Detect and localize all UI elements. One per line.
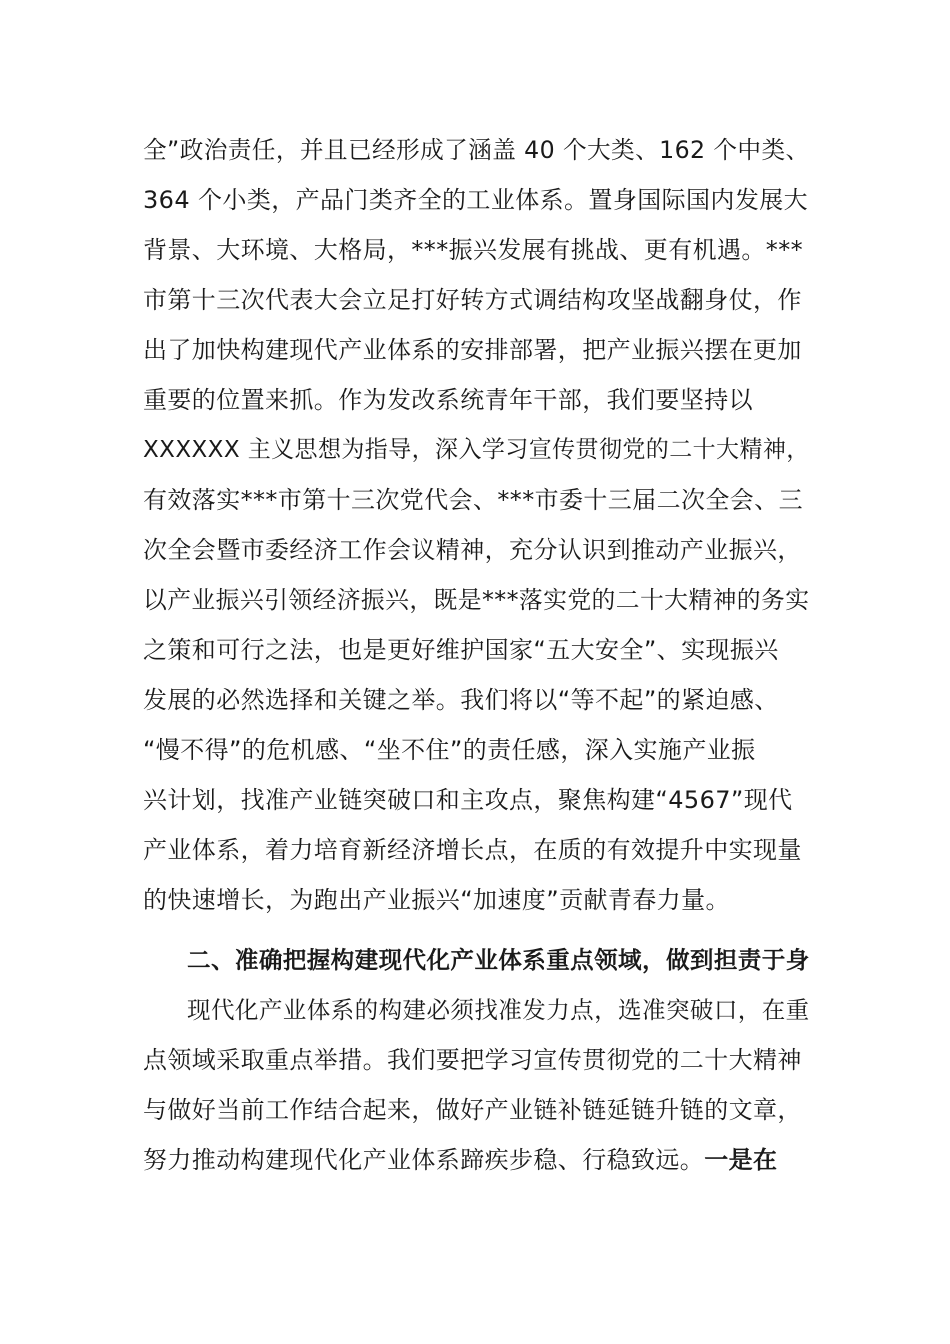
paragraph-line: 现代化产业体系的构建必须找准发力点，选准突破口，在重 — [187, 996, 810, 1024]
paragraph-line: 产业体系，着力培育新经济增长点，在质的有效提升中实现量 — [143, 836, 802, 864]
paragraph-text: 努力推动构建现代化产业体系蹄疾步稳、行稳致远。 — [143, 1146, 705, 1174]
bold-lead-text: 一是在 — [704, 1146, 778, 1174]
paragraph-line: “慢不得”的危机感、“坐不住”的责任感，深入实施产业振 — [143, 736, 756, 764]
paragraph-line: 次全会暨市委经济工作会议精神，充分认识到推动产业振兴， — [143, 536, 802, 564]
paragraph-1 — [143, 125, 813, 925]
paragraph-2 — [143, 985, 813, 1185]
paragraph-line: 点领域采取重点举措。我们要把学习宣传贯彻党的二十大精神 — [143, 1046, 802, 1074]
section-heading: 二、准确把握构建现代化产业体系重点领域，做到担责于身 — [187, 946, 810, 974]
paragraph-line: 兴计划，找准产业链突破口和主攻点，聚焦构建“4567”现代 — [143, 786, 793, 814]
document-body — [143, 125, 813, 1185]
paragraph-line: 以产业振兴引领经济振兴，既是***落实党的二十大精神的务实 — [143, 586, 810, 614]
paragraph-line: 364 个小类，产品门类齐全的工业体系。置身国际国内发展大 — [143, 186, 809, 214]
paragraph-line: 的快速增长，为跑出产业振兴“加速度”贡献青春力量。 — [143, 886, 730, 914]
paragraph-line: XXXXXX 主义思想为指导，深入学习宣传贯彻党的二十大精神， — [143, 437, 810, 463]
paragraph-line: 全”政治责任，并且已经形成了涵盖 40 个大类、162 个中类、 — [143, 136, 810, 164]
paragraph-line: 重要的位置来抓。作为发改系统青年干部，我们要坚持以 — [143, 386, 753, 414]
paragraph-line: 背景、大环境、大格局，***振兴发展有挑战、更有机遇。*** — [143, 236, 803, 264]
paragraph-line: 市第十三次代表大会立足打好转方式调结构攻坚战翻身仗，作 — [143, 286, 802, 314]
paragraph-line: 发展的必然选择和关键之举。我们将以“等不起”的紧迫感、 — [143, 686, 779, 714]
paragraph-line: 之策和可行之法，也是更好维护国家“五大安全”、实现振兴 — [143, 636, 779, 664]
paragraph-line-last — [143, 1135, 813, 1185]
paragraph-line: 出了加快构建现代产业体系的安排部署，把产业振兴摆在更加 — [143, 336, 802, 364]
paragraph-line: 与做好当前工作结合起来，做好产业链补链延链升链的文章， — [143, 1096, 802, 1124]
paragraph-line: 有效落实***市第十三次党代会、***市委十三届二次全会、三 — [143, 486, 803, 514]
